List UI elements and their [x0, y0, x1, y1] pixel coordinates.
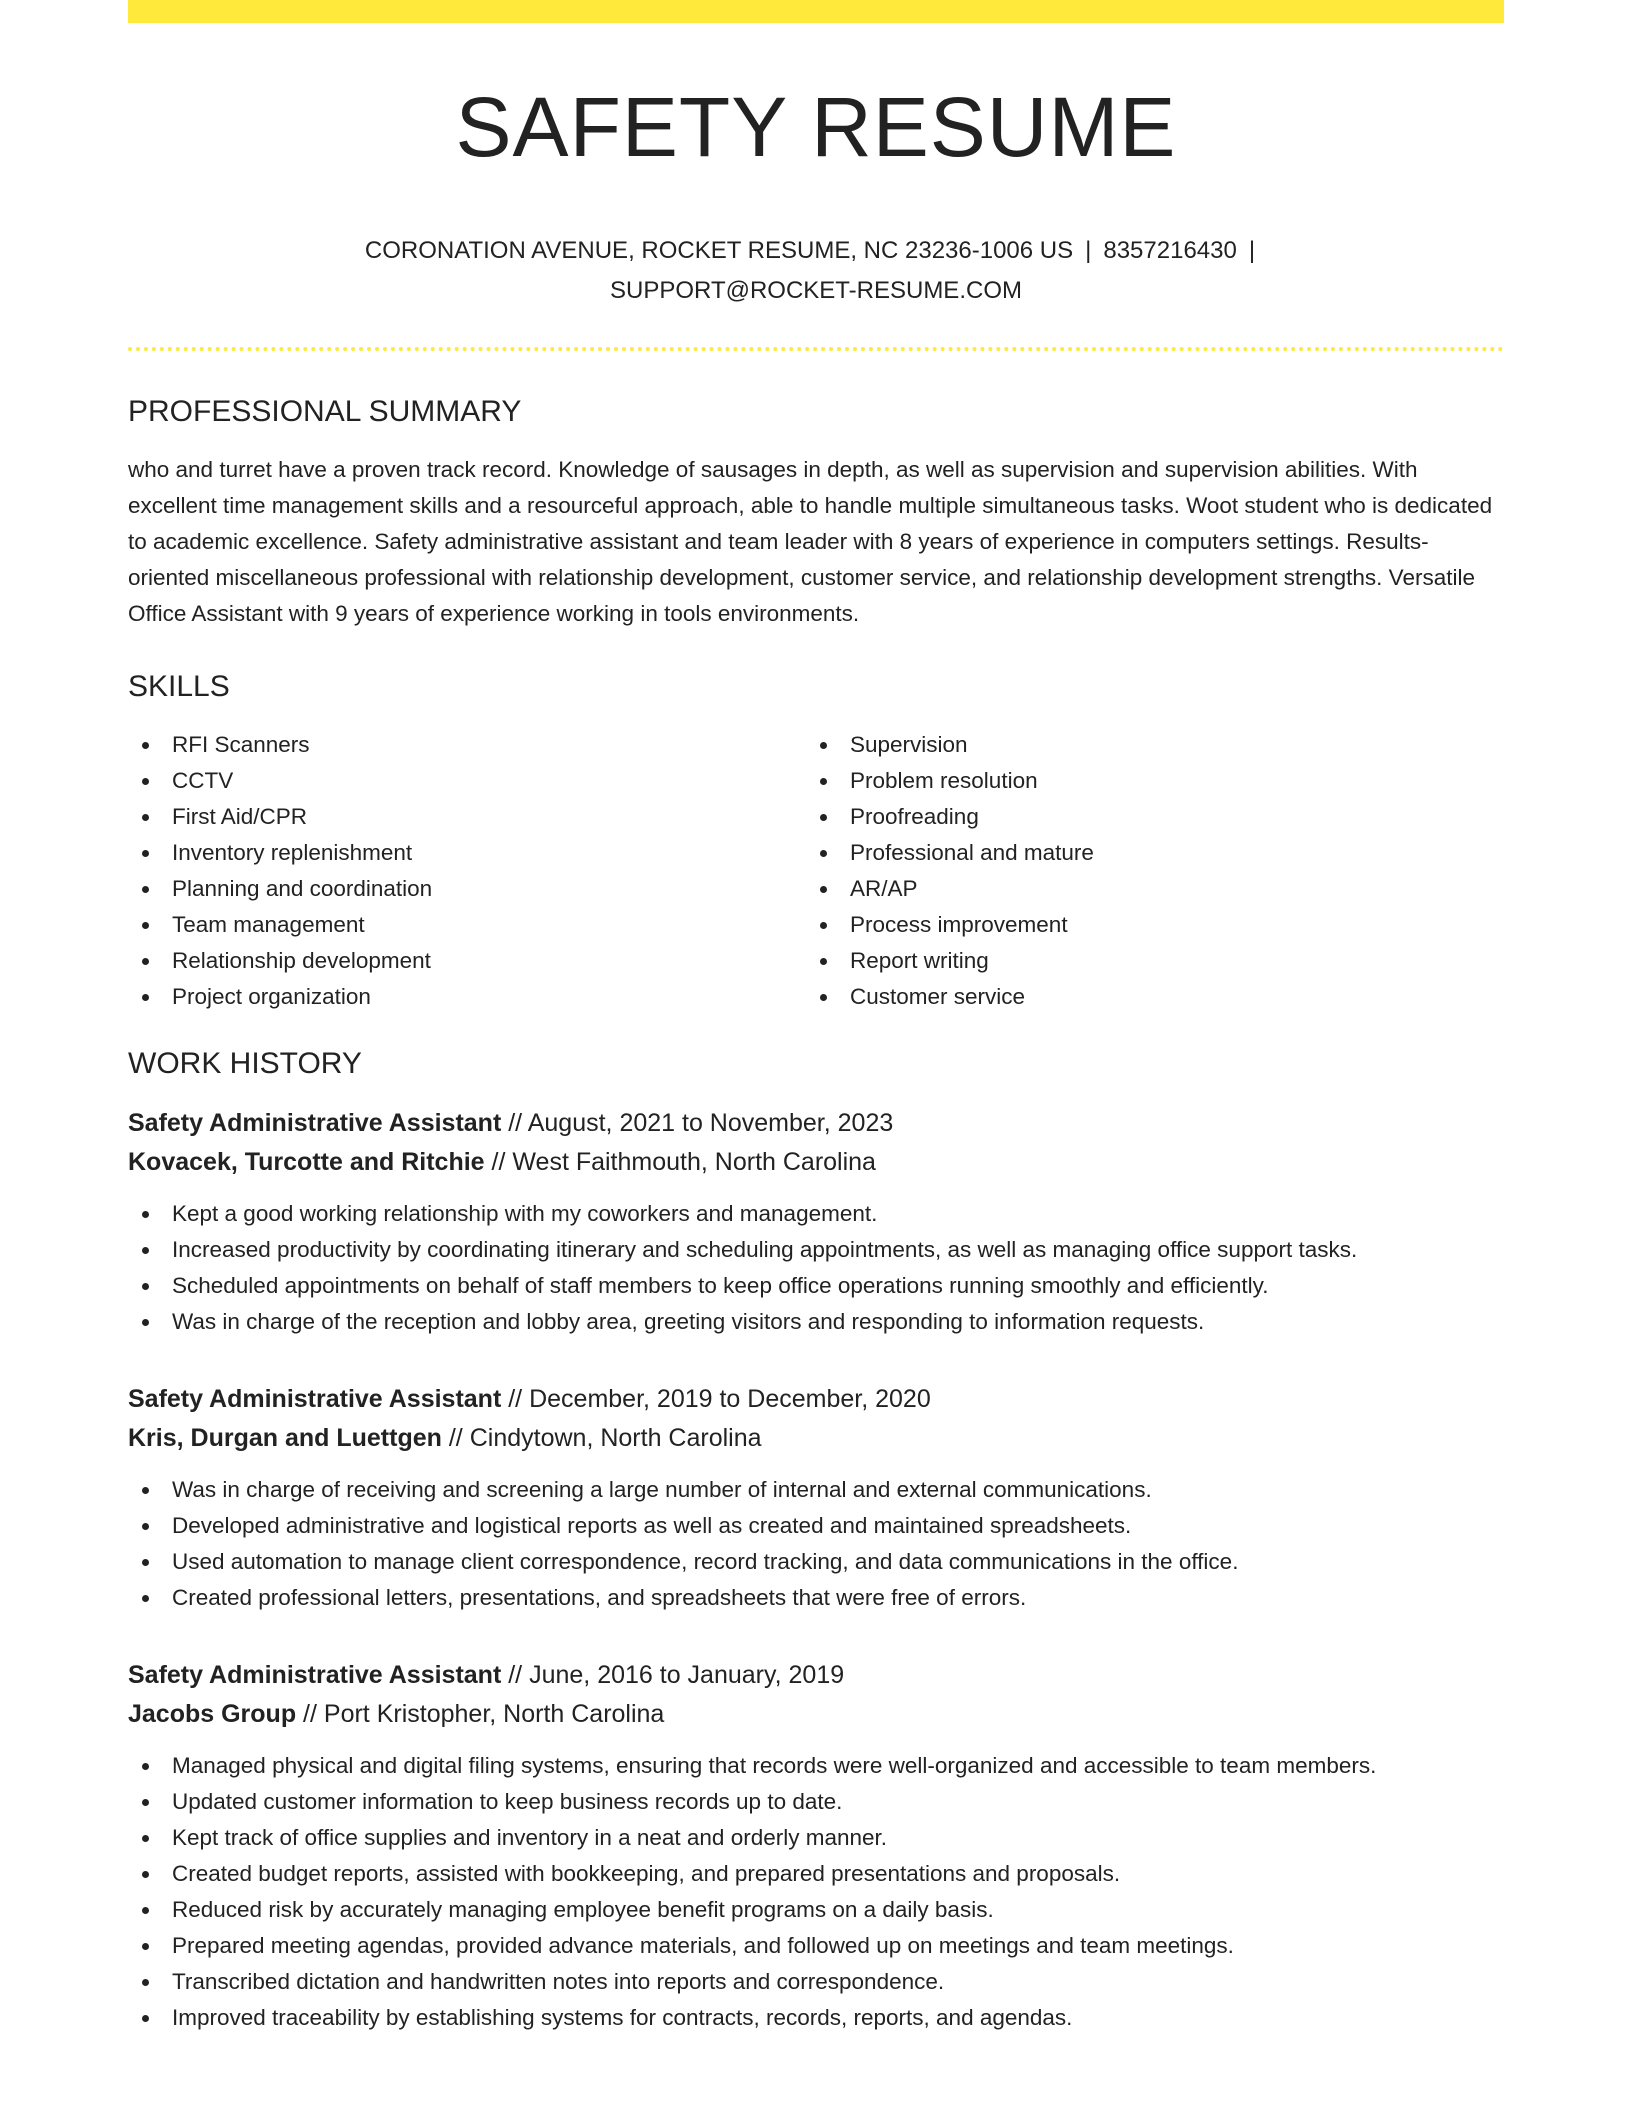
- separator: |: [1085, 237, 1092, 264]
- date-separator: //: [508, 1109, 523, 1137]
- skills-list: [128, 727, 1504, 1015]
- job-entry: [128, 1104, 1504, 1340]
- contact-line-2: [128, 271, 1504, 311]
- job-duties: [128, 1748, 1504, 2036]
- skill-item: Report writing: [806, 943, 1484, 979]
- job-duty: Increased productivity by coordinating itinerary and scheduling appointments, as well as managing office support tasks.: [128, 1232, 1504, 1268]
- job-duty: Created budget reports, assisted with bookkeeping, and prepared presentations and proposals.: [128, 1856, 1504, 1892]
- job-location: Cindytown, North Carolina: [469, 1424, 762, 1452]
- skill-item: Team management: [128, 907, 806, 943]
- job-dates: June, 2016 to January, 2019: [529, 1661, 845, 1689]
- summary-heading: PROFESSIONAL SUMMARY: [128, 395, 522, 428]
- skill-item: First Aid/CPR: [128, 799, 806, 835]
- job-duty: Was in charge of the reception and lobby area, greeting visitors and responding to information requests.: [128, 1304, 1504, 1340]
- skills-heading: SKILLS: [128, 670, 230, 703]
- job-duty: Kept track of office supplies and inventory in a neat and orderly manner.: [128, 1820, 1504, 1856]
- skill-item: Relationship development: [128, 943, 806, 979]
- skill-item: Proofreading: [806, 799, 1484, 835]
- job-duty: Updated customer information to keep business records up to date.: [128, 1784, 1504, 1820]
- resume-title: SAFETY RESUME: [455, 80, 1177, 174]
- skills-column-left: [128, 727, 806, 1015]
- job-entry: [128, 1656, 1504, 2036]
- job-duty: Scheduled appointments on behalf of staff members to keep office operations running smoothly and efficiently.: [128, 1268, 1504, 1304]
- skill-item: RFI Scanners: [128, 727, 806, 763]
- date-separator: //: [448, 1424, 463, 1452]
- job-role-line: [128, 1380, 1504, 1419]
- date-separator: //: [508, 1661, 523, 1689]
- skill-item: Customer service: [806, 979, 1484, 1015]
- job-dates: August, 2021 to November, 2023: [527, 1109, 894, 1137]
- skill-item: CCTV: [128, 763, 806, 799]
- job-company-line: [128, 1419, 1504, 1458]
- job-role-line: [128, 1656, 1504, 1695]
- date-separator: //: [508, 1385, 523, 1413]
- job-company: Jacobs Group: [128, 1700, 297, 1728]
- date-separator: //: [491, 1148, 506, 1176]
- resume-page: [128, 0, 1504, 2036]
- job-duties: [128, 1472, 1504, 1616]
- separator: |: [1248, 237, 1256, 264]
- job-company-line: [128, 1143, 1504, 1182]
- date-separator: //: [303, 1700, 317, 1728]
- job-company: Kris, Durgan and Luettgen: [128, 1424, 442, 1452]
- skill-item: Inventory replenishment: [128, 835, 806, 871]
- accent-bar: [128, 0, 1504, 23]
- job-duty: Transcribed dictation and handwritten notes into reports and correspondence.: [128, 1964, 1504, 2000]
- job-role: Safety Administrative Assistant: [128, 1109, 502, 1137]
- skill-item: Process improvement: [806, 907, 1484, 943]
- contact-info: [128, 231, 1504, 311]
- job-dates: December, 2019 to December, 2020: [529, 1385, 931, 1413]
- job-duty: Was in charge of receiving and screening a large number of internal and external communications.: [128, 1472, 1504, 1508]
- job-role: Safety Administrative Assistant: [128, 1385, 502, 1413]
- skill-item: Project organization: [128, 979, 806, 1015]
- dotted-divider: [128, 347, 1504, 351]
- address: CORONATION AVENUE, ROCKET RESUME, NC 23236-1006 US: [364, 237, 1074, 264]
- job-role-line: [128, 1104, 1504, 1143]
- skills-column-right: [806, 727, 1484, 1015]
- job-role: Safety Administrative Assistant: [128, 1661, 502, 1689]
- summary-text: who and turret have a proven track record. Knowledge of sausages in depth, as well as supervision and supervision abilities. With excellent time management skills and a resourceful approach, able to handle multiple simultaneous tasks. Woot student who is dedicated to academic excellence. Safety administrative assistant and team leader with 8 years of experience in computers settings. Results-oriented miscellaneous professional with relationship development, customer service, and relationship development strengths. Versatile Office Assistant with 9 years of experience working in tools environments.: [128, 457, 1493, 626]
- email: SUPPORT@ROCKET-RESUME.COM: [610, 277, 1022, 304]
- job-duty: Managed physical and digital filing systems, ensuring that records were well-organized and accessible to team members.: [128, 1748, 1504, 1784]
- skill-item: Supervision: [806, 727, 1484, 763]
- job-duty: Developed administrative and logistical reports as well as created and maintained spreadsheets.: [128, 1508, 1504, 1544]
- job-duty: Kept a good working relationship with my coworkers and management.: [128, 1196, 1504, 1232]
- job-entry: [128, 1380, 1504, 1616]
- job-duty: Prepared meeting agendas, provided advance materials, and followed up on meetings and team meetings.: [128, 1928, 1504, 1964]
- job-duty: Used automation to manage client correspondence, record tracking, and data communications in the office.: [128, 1544, 1504, 1580]
- skill-item: AR/AP: [806, 871, 1484, 907]
- job-company-line: [128, 1695, 1504, 1734]
- job-duty: Created professional letters, presentations, and spreadsheets that were free of errors.: [128, 1580, 1504, 1616]
- job-duty: Improved traceability by establishing systems for contracts, records, reports, and agendas.: [128, 2000, 1504, 2036]
- skill-item: Problem resolution: [806, 763, 1484, 799]
- phone: 8357216430: [1103, 237, 1237, 264]
- job-duty: Reduced risk by accurately managing employee benefit programs on a daily basis.: [128, 1892, 1504, 1928]
- skill-item: Planning and coordination: [128, 871, 806, 907]
- contact-line-1: [128, 231, 1504, 271]
- job-location: Port Kristopher, North Carolina: [323, 1700, 665, 1728]
- job-company: Kovacek, Turcotte and Ritchie: [128, 1148, 485, 1176]
- work-history-heading: WORK HISTORY: [128, 1047, 362, 1080]
- job-location: West Faithmouth, North Carolina: [512, 1148, 876, 1176]
- job-duties: [128, 1196, 1504, 1340]
- skill-item: Professional and mature: [806, 835, 1484, 871]
